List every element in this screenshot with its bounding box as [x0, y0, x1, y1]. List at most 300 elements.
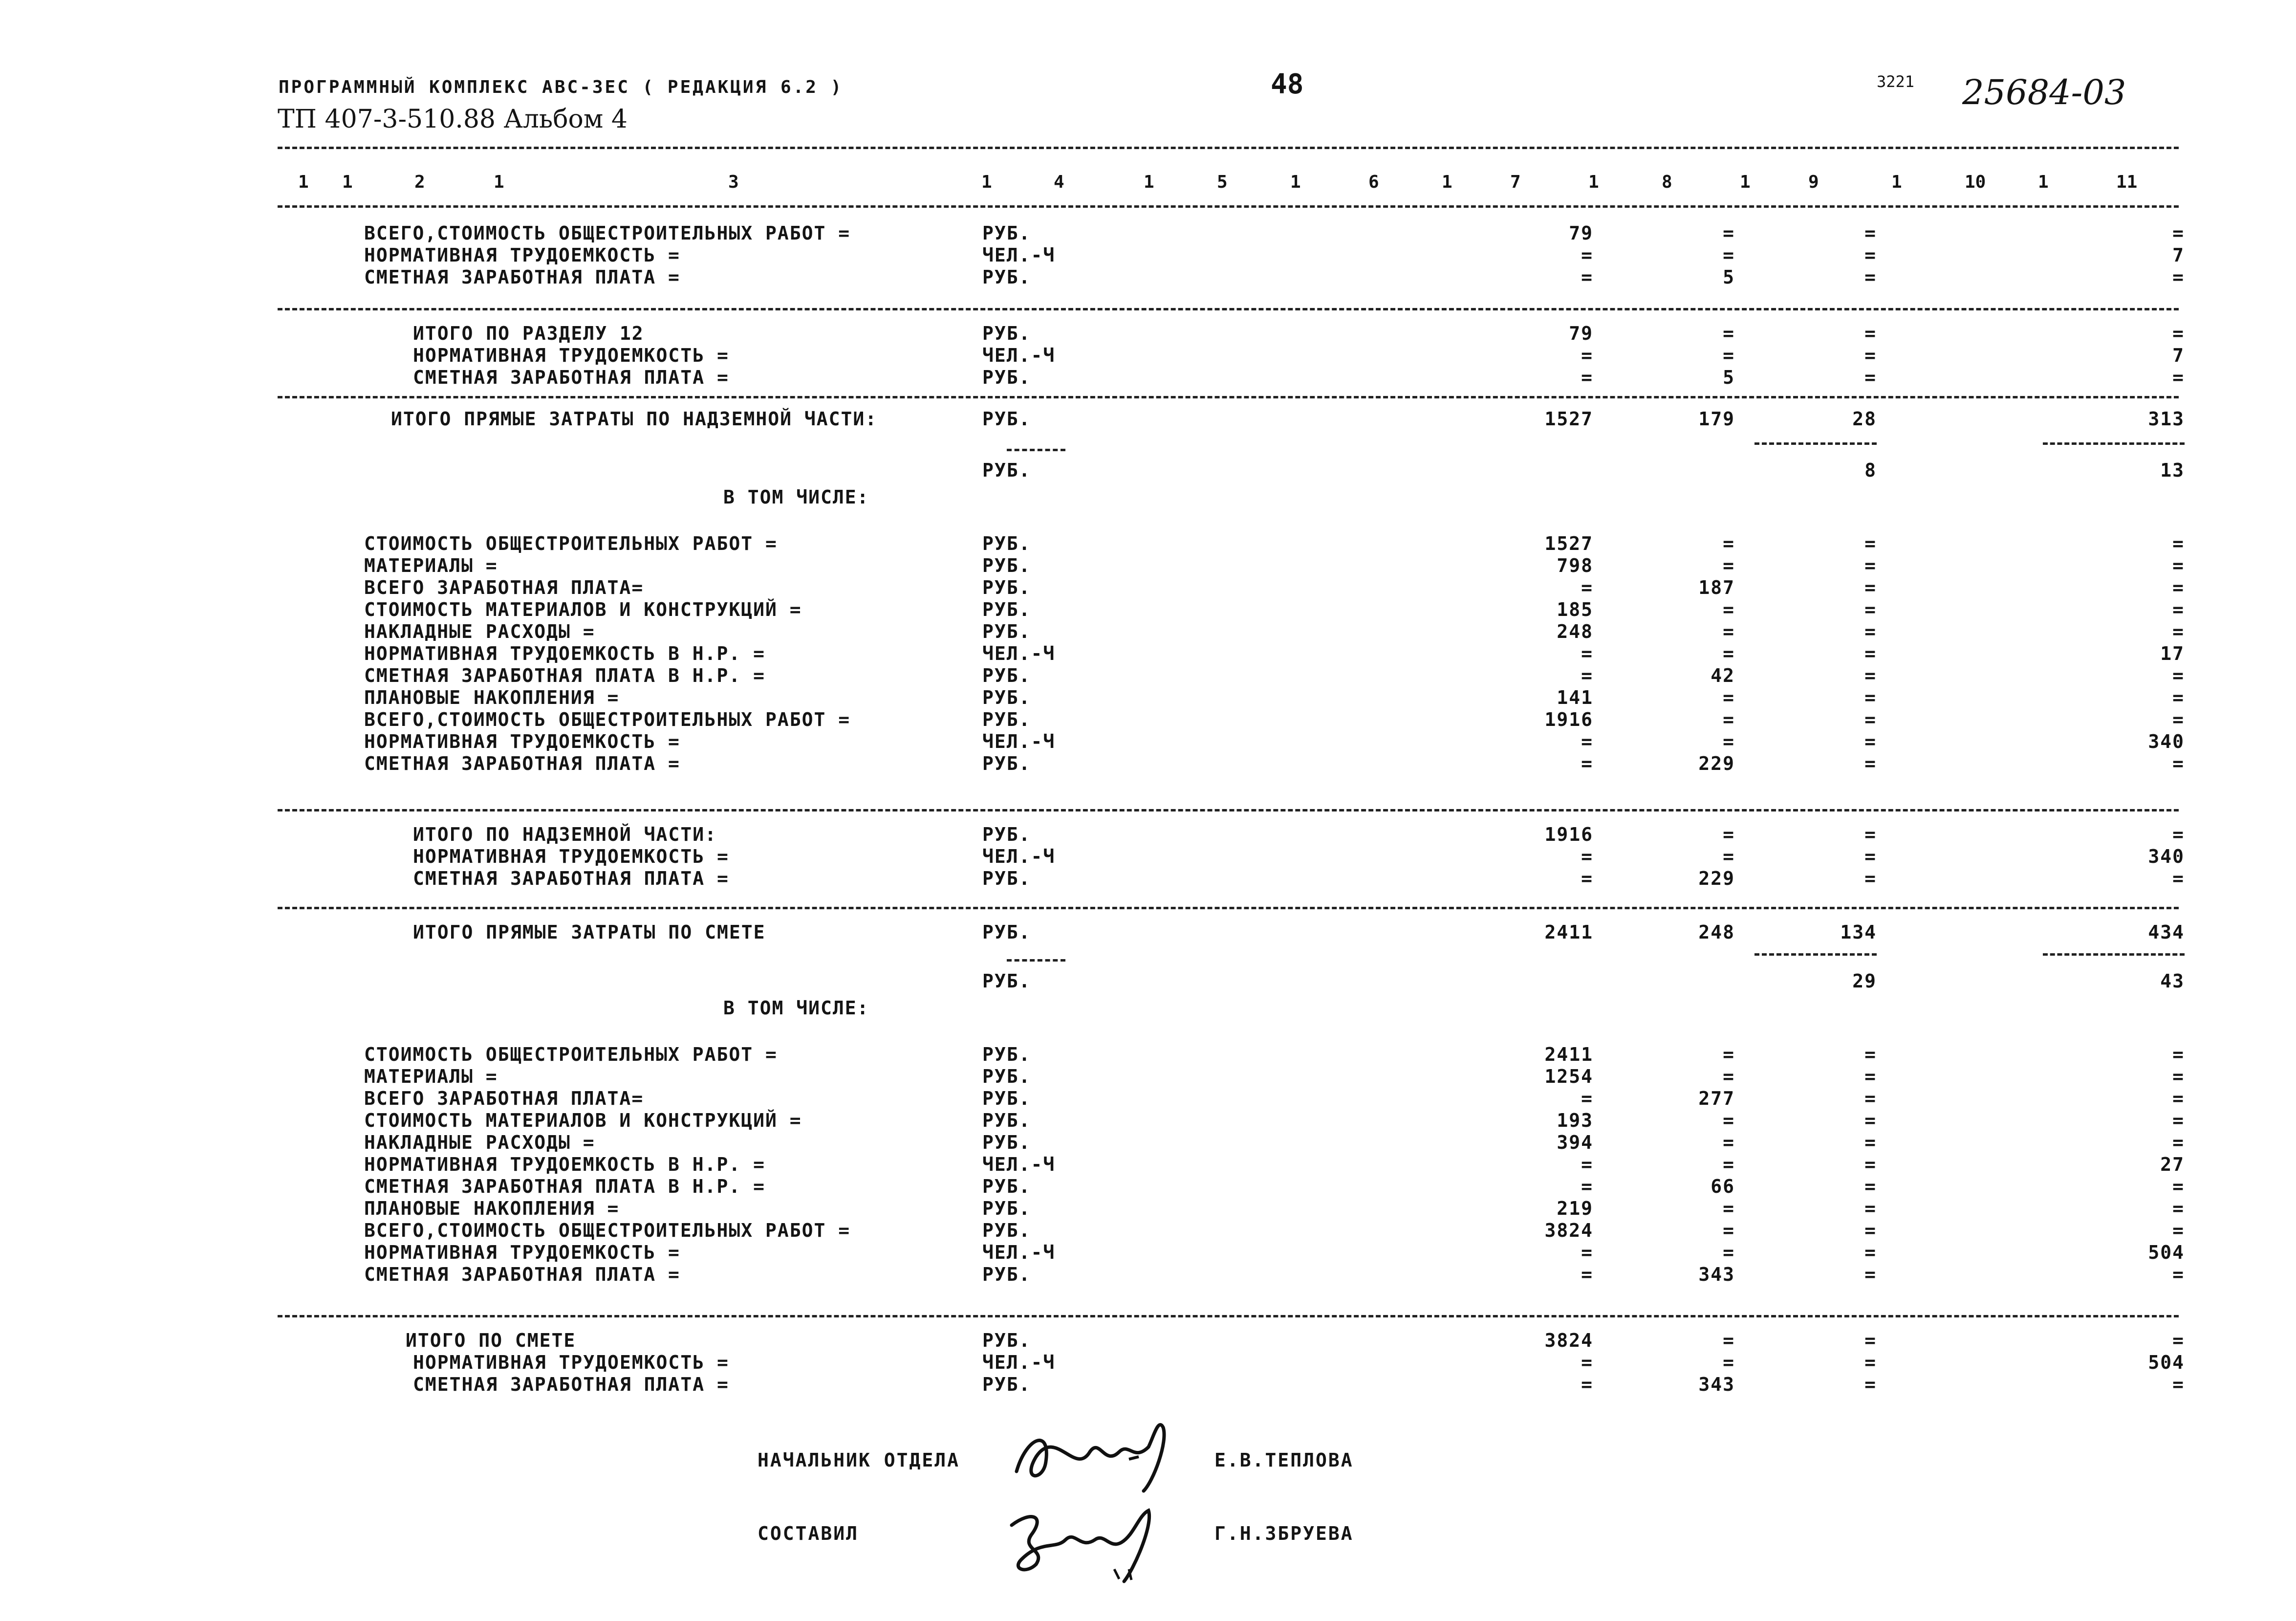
cell-col-8: =: [1723, 1110, 1735, 1131]
program-header: ПРОГРАММНЫЙ КОМПЛЕКС АВС-3ЕС ( РЕДАКЦИЯ 6.2 ): [279, 77, 844, 97]
section-rule: [278, 809, 2179, 811]
row-unit: РУБ.: [982, 753, 1031, 774]
cell-col-9: =: [1864, 1352, 1877, 1373]
cell-col-9: =: [1864, 1220, 1877, 1241]
row-label: СМЕТНАЯ ЗАРАБОТНАЯ ПЛАТА =: [413, 1374, 729, 1395]
table-row: [364, 643, 2185, 667]
table-row: [391, 460, 2185, 484]
cell-col-9: =: [1864, 266, 1877, 288]
cell-col-8: =: [1723, 345, 1735, 366]
cell-col-9: 28: [1852, 408, 1877, 430]
table-row: [413, 846, 2185, 870]
table-row: [364, 599, 2185, 623]
cell-col-8: =: [1723, 709, 1735, 730]
cell-col-9: =: [1864, 1132, 1877, 1153]
cell-col-8: =: [1723, 824, 1735, 845]
row-unit: РУБ.: [982, 970, 1031, 992]
cell-col-9: =: [1864, 824, 1877, 845]
cell-col-9: =: [1864, 1110, 1877, 1131]
row-label: ВСЕГО,СТОИМОСТЬ ОБЩЕСТРОИТЕЛЬНЫХ РАБОТ =: [364, 1220, 851, 1241]
head-signature: [1007, 1408, 1212, 1496]
cell-col-7: =: [1581, 753, 1593, 774]
cell-col-9: =: [1864, 709, 1877, 730]
table-row: [364, 621, 2185, 645]
cell-col-7: 1254: [1544, 1066, 1593, 1087]
row-label: МАТЕРИАЛЫ =: [364, 555, 498, 576]
row-unit: РУБ.: [982, 1264, 1031, 1285]
cell-col-8: =: [1723, 1352, 1735, 1373]
cell-col-11: =: [2172, 824, 2185, 845]
cell-col-8: =: [1723, 687, 1735, 708]
cell-col-11: =: [2172, 709, 2185, 730]
row-label: ИТОГО ПО РАЗДЕЛУ 12: [413, 323, 644, 344]
column-header: 8: [1662, 172, 1672, 192]
table-row: [364, 753, 2185, 777]
column-header: 1: [981, 172, 992, 192]
cell-col-8: 229: [1698, 868, 1735, 889]
cell-col-11: 17: [2160, 643, 2185, 664]
table-row: [364, 222, 2185, 247]
cell-col-8: =: [1723, 1330, 1735, 1351]
row-unit: ЧЕЛ.-Ч: [982, 244, 1056, 266]
row-label: НОРМАТИВНАЯ ТРУДОЕМКОСТЬ В Н.Р. =: [364, 643, 765, 664]
table-row: [413, 824, 2185, 848]
row-label: МАТЕРИАЛЫ =: [364, 1066, 498, 1087]
cell-col-11: =: [2172, 753, 2185, 774]
cell-col-11: 43: [2160, 970, 2185, 992]
column-header: 1: [298, 172, 309, 192]
cell-col-8: =: [1723, 846, 1735, 867]
inventory-number: 25684-03: [1962, 72, 2126, 112]
cell-col-7: =: [1581, 1088, 1593, 1109]
cell-col-11: 313: [2148, 408, 2185, 430]
cell-col-9: =: [1864, 345, 1877, 366]
row-unit: РУБ.: [982, 1176, 1031, 1197]
row-unit: ЧЕЛ.-Ч: [982, 731, 1056, 752]
cell-col-7: 394: [1557, 1132, 1593, 1153]
cell-col-8: =: [1723, 621, 1735, 642]
cell-col-8: 343: [1698, 1264, 1735, 1285]
row-unit: РУБ.: [982, 709, 1031, 730]
cell-col-11: =: [2172, 1088, 2185, 1109]
row-unit: РУБ.: [982, 687, 1031, 708]
cell-col-11: =: [2172, 621, 2185, 642]
cell-col-11: =: [2172, 1176, 2185, 1197]
cell-col-8: 277: [1698, 1088, 1735, 1109]
row-unit: РУБ.: [982, 1374, 1031, 1395]
cell-col-7: 193: [1557, 1110, 1593, 1131]
table-row: [364, 665, 2185, 689]
table-row: [0, 997, 1955, 1022]
table-row: [413, 345, 2185, 369]
cell-col-11: 340: [2148, 731, 2185, 752]
column-header: 7: [1510, 172, 1521, 192]
cell-col-8: =: [1723, 1132, 1735, 1153]
cell-col-9: =: [1864, 687, 1877, 708]
cell-col-7: 79: [1569, 323, 1593, 344]
subtotal-rule: [2043, 442, 2185, 445]
cell-col-9: =: [1864, 731, 1877, 752]
row-unit: РУБ.: [982, 665, 1031, 686]
column-header: 1: [1144, 172, 1154, 192]
cell-col-11: 434: [2148, 921, 2185, 943]
cell-col-8: =: [1723, 244, 1735, 266]
subtotal-rule: [2043, 953, 2185, 956]
section-rule: [278, 396, 2179, 398]
table-row: [364, 731, 2185, 755]
cell-col-9: 8: [1864, 460, 1877, 481]
column-header: 4: [1054, 172, 1064, 192]
row-label: ПЛАНОВЫЕ НАКОПЛЕНИЯ =: [364, 687, 620, 708]
table-row: [413, 921, 2185, 946]
cell-col-11: =: [2172, 1132, 2185, 1153]
cell-col-8: =: [1723, 1044, 1735, 1065]
table-row: [364, 709, 2185, 733]
table-row: [413, 1374, 2185, 1398]
cell-col-11: =: [2172, 323, 2185, 344]
cell-col-7: =: [1581, 1176, 1593, 1197]
table-row: [413, 323, 2185, 347]
cell-col-9: =: [1864, 1176, 1877, 1197]
row-label: СМЕТНАЯ ЗАРАБОТНАЯ ПЛАТА =: [413, 367, 729, 388]
cell-col-7: =: [1581, 1242, 1593, 1263]
cell-col-7: =: [1581, 1352, 1593, 1373]
row-unit: РУБ.: [982, 868, 1031, 889]
cell-col-7: =: [1581, 266, 1593, 288]
row-label: СТОИМОСТЬ ОБЩЕСТРОИТЕЛЬНЫХ РАБОТ =: [364, 1044, 778, 1065]
row-label: ВСЕГО,СТОИМОСТЬ ОБЩЕСТРОИТЕЛЬНЫХ РАБОТ =: [364, 222, 851, 244]
cell-col-7: 79: [1569, 222, 1593, 244]
table-row: [364, 1242, 2185, 1266]
table-row: [413, 367, 2185, 391]
cell-col-8: 5: [1723, 367, 1735, 388]
cell-col-7: =: [1581, 665, 1593, 686]
cell-col-8: 187: [1698, 577, 1735, 598]
row-unit: РУБ.: [982, 621, 1031, 642]
table-row: [364, 577, 2185, 601]
cell-col-7: 1916: [1544, 824, 1593, 845]
row-label: ИТОГО ПО СМЕТЕ: [406, 1330, 576, 1351]
cell-col-8: =: [1723, 323, 1735, 344]
cell-col-11: =: [2172, 665, 2185, 686]
cell-col-8: =: [1723, 1242, 1735, 1263]
cell-col-8: 179: [1698, 408, 1735, 430]
cell-col-8: 5: [1723, 266, 1735, 288]
column-header: 1: [1588, 172, 1599, 192]
table-row: [364, 1198, 2185, 1222]
column-header: 1: [494, 172, 504, 192]
row-unit: РУБ.: [982, 1220, 1031, 1241]
table-row: [413, 868, 2185, 892]
section-caption: В ТОМ ЧИСЛЕ:: [723, 997, 869, 1019]
table-row: [413, 970, 2185, 995]
column-header: 6: [1368, 172, 1379, 192]
row-label: ВСЕГО ЗАРАБОТНАЯ ПЛАТА=: [364, 1088, 644, 1109]
row-label: НОРМАТИВНАЯ ТРУДОЕМКОСТЬ =: [364, 244, 680, 266]
cell-col-11: 340: [2148, 846, 2185, 867]
column-header: 2: [414, 172, 425, 192]
table-row: [413, 1352, 2185, 1376]
cell-col-9: =: [1864, 1330, 1877, 1351]
cell-col-9: =: [1864, 868, 1877, 889]
row-unit: РУБ.: [982, 367, 1031, 388]
row-label: СТОИМОСТЬ МАТЕРИАЛОВ И КОНСТРУКЦИЙ =: [364, 599, 802, 620]
row-label: СМЕТНАЯ ЗАРАБОТНАЯ ПЛАТА В Н.Р. =: [364, 665, 765, 686]
section-rule: [278, 308, 2179, 310]
cell-col-9: =: [1864, 555, 1877, 576]
compiler-title: СОСТАВИЛ: [758, 1523, 859, 1544]
cell-col-9: =: [1864, 665, 1877, 686]
row-unit: РУБ.: [982, 1066, 1031, 1087]
row-unit: РУБ.: [982, 824, 1031, 845]
cell-col-9: =: [1864, 846, 1877, 867]
cell-col-7: 185: [1557, 599, 1593, 620]
cell-col-9: =: [1864, 1264, 1877, 1285]
table-row: [364, 1088, 2185, 1112]
column-header: 3: [728, 172, 739, 192]
row-unit: РУБ.: [982, 222, 1031, 244]
cell-col-7: 3824: [1544, 1220, 1593, 1241]
row-label: НОРМАТИВНАЯ ТРУДОЕМКОСТЬ =: [413, 846, 729, 867]
row-label: НОРМАТИВНАЯ ТРУДОЕМКОСТЬ =: [364, 731, 680, 752]
cell-col-7: =: [1581, 731, 1593, 752]
row-label: ИТОГО ПРЯМЫЕ ЗАТРАТЫ ПО НАДЗЕМНОЙ ЧАСТИ:: [391, 408, 878, 430]
cell-col-11: =: [2172, 1330, 2185, 1351]
cell-col-9: =: [1864, 1066, 1877, 1087]
table-row: [364, 533, 2185, 557]
cell-col-7: 1527: [1544, 533, 1593, 554]
row-unit: РУБ.: [982, 533, 1031, 554]
subtotal-rule: [1007, 959, 1065, 962]
cell-col-8: 229: [1698, 753, 1735, 774]
cell-col-11: =: [2172, 1220, 2185, 1241]
row-label: НОРМАТИВНАЯ ТРУДОЕМКОСТЬ =: [413, 345, 729, 366]
row-unit: ЧЕЛ.-Ч: [982, 643, 1056, 664]
cell-col-7: 2411: [1544, 921, 1593, 943]
section-rule: [278, 907, 2179, 909]
subtotal-rule: [1007, 449, 1065, 451]
row-label: ИТОГО ПО НАДЗЕМНОЙ ЧАСТИ:: [413, 824, 717, 845]
cell-col-11: =: [2172, 687, 2185, 708]
row-unit: РУБ.: [982, 1330, 1031, 1351]
cell-col-7: =: [1581, 846, 1593, 867]
row-label: ПЛАНОВЫЕ НАКОПЛЕНИЯ =: [364, 1198, 620, 1219]
table-row: [391, 408, 2185, 433]
cell-col-7: 219: [1557, 1198, 1593, 1219]
table-row: [406, 1330, 2185, 1354]
album-title: ТП 407-3-510.88 Альбом 4: [278, 105, 628, 134]
row-label: НОРМАТИВНАЯ ТРУДОЕМКОСТЬ =: [413, 1352, 729, 1373]
cell-col-7: =: [1581, 577, 1593, 598]
section-caption: В ТОМ ЧИСЛЕ:: [723, 486, 869, 508]
cell-col-8: =: [1723, 555, 1735, 576]
table-row: [364, 1110, 2185, 1134]
row-label: СТОИМОСТЬ ОБЩЕСТРОИТЕЛЬНЫХ РАБОТ =: [364, 533, 778, 554]
cell-col-9: =: [1864, 577, 1877, 598]
cell-col-7: =: [1581, 345, 1593, 366]
row-label: СМЕТНАЯ ЗАРАБОТНАЯ ПЛАТА В Н.Р. =: [364, 1176, 765, 1197]
page-number: 48: [1271, 68, 1304, 100]
column-header: 1: [2038, 172, 2049, 192]
cell-col-11: =: [2172, 367, 2185, 388]
cell-col-11: =: [2172, 1264, 2185, 1285]
cell-col-8: 343: [1698, 1374, 1735, 1395]
table-row: [0, 486, 1955, 511]
table-row: [364, 1220, 2185, 1244]
table-row: [364, 1066, 2185, 1090]
table-row: [364, 1264, 2185, 1288]
cell-col-9: =: [1864, 1154, 1877, 1175]
cell-col-11: 7: [2172, 345, 2185, 366]
cell-col-11: 504: [2148, 1242, 2185, 1263]
cell-col-9: =: [1864, 621, 1877, 642]
row-label: ИТОГО ПРЯМЫЕ ЗАТРАТЫ ПО СМЕТЕ: [413, 921, 766, 943]
row-unit: ЧЕЛ.-Ч: [982, 1242, 1056, 1263]
cell-col-7: 1916: [1544, 709, 1593, 730]
column-header: 11: [2116, 172, 2138, 192]
row-unit: РУБ.: [982, 599, 1031, 620]
cell-col-7: =: [1581, 643, 1593, 664]
cell-col-9: =: [1864, 222, 1877, 244]
cell-col-8: =: [1723, 731, 1735, 752]
row-label: НОРМАТИВНАЯ ТРУДОЕМКОСТЬ В Н.Р. =: [364, 1154, 765, 1175]
cell-col-9: =: [1864, 599, 1877, 620]
table-row: [364, 687, 2185, 711]
row-label: СМЕТНАЯ ЗАРАБОТНАЯ ПЛАТА =: [413, 868, 729, 889]
cell-col-9: 134: [1840, 921, 1877, 943]
cell-col-9: =: [1864, 367, 1877, 388]
cell-col-11: =: [2172, 533, 2185, 554]
cell-col-9: =: [1864, 1198, 1877, 1219]
head-name: Е.В.ТЕПЛОВА: [1214, 1449, 1354, 1471]
cell-col-8: =: [1723, 643, 1735, 664]
compiler-name: Г.Н.ЗБРУЕВА: [1214, 1523, 1354, 1544]
table-top-rule: [278, 147, 2179, 149]
cell-col-8: 248: [1698, 921, 1735, 943]
table-row: [364, 1154, 2185, 1178]
head-title: НАЧАЛЬНИК ОТДЕЛА: [758, 1449, 960, 1471]
cell-col-7: 2411: [1544, 1044, 1593, 1065]
cell-col-7: =: [1581, 868, 1593, 889]
row-unit: ЧЕЛ.-Ч: [982, 846, 1056, 867]
row-label: СМЕТНАЯ ЗАРАБОТНАЯ ПЛАТА =: [364, 1264, 680, 1285]
table-row: [364, 1132, 2185, 1156]
cell-col-7: 798: [1557, 555, 1593, 576]
column-header: 1: [342, 172, 353, 192]
row-label: НАКЛАДНЫЕ РАСХОДЫ =: [364, 621, 595, 642]
header-bottom-rule: [278, 205, 2179, 208]
section-rule: [278, 1315, 2179, 1317]
cell-col-7: 248: [1557, 621, 1593, 642]
cell-col-11: =: [2172, 1044, 2185, 1065]
column-header: 9: [1808, 172, 1819, 192]
cell-col-7: =: [1581, 367, 1593, 388]
row-unit: РУБ.: [982, 1198, 1031, 1219]
cell-col-7: =: [1581, 244, 1593, 266]
cell-col-7: =: [1581, 1154, 1593, 1175]
cell-col-11: =: [2172, 868, 2185, 889]
cell-col-11: =: [2172, 555, 2185, 576]
cell-col-8: 66: [1711, 1176, 1735, 1197]
cell-col-9: =: [1864, 1374, 1877, 1395]
row-label: ВСЕГО ЗАРАБОТНАЯ ПЛАТА=: [364, 577, 644, 598]
cell-col-7: 3824: [1544, 1330, 1593, 1351]
cell-col-8: =: [1723, 1066, 1735, 1087]
cell-col-9: =: [1864, 244, 1877, 266]
table-row: [364, 1176, 2185, 1200]
cell-col-7: =: [1581, 1264, 1593, 1285]
row-unit: ЧЕЛ.-Ч: [982, 1352, 1056, 1373]
row-unit: РУБ.: [982, 921, 1031, 943]
column-header: 1: [1290, 172, 1301, 192]
column-header: 1: [1891, 172, 1902, 192]
row-unit: РУБ.: [982, 1044, 1031, 1065]
cell-col-9: =: [1864, 1242, 1877, 1263]
cell-col-9: =: [1864, 533, 1877, 554]
column-header: 1: [1442, 172, 1452, 192]
row-unit: РУБ.: [982, 323, 1031, 344]
row-label: НОРМАТИВНАЯ ТРУДОЕМКОСТЬ =: [364, 1242, 680, 1263]
cell-col-8: =: [1723, 1198, 1735, 1219]
row-unit: РУБ.: [982, 460, 1031, 481]
cell-col-11: =: [2172, 599, 2185, 620]
row-unit: РУБ.: [982, 408, 1031, 430]
cell-col-9: =: [1864, 1088, 1877, 1109]
table-row: [364, 555, 2185, 579]
cell-col-11: =: [2172, 1374, 2185, 1395]
cell-col-8: =: [1723, 599, 1735, 620]
subtotal-rule: [1754, 442, 1877, 445]
cell-col-11: =: [2172, 577, 2185, 598]
row-label: СТОИМОСТЬ МАТЕРИАЛОВ И КОНСТРУКЦИЙ =: [364, 1110, 802, 1131]
row-label: НАКЛАДНЫЕ РАСХОДЫ =: [364, 1132, 595, 1153]
cell-col-8: =: [1723, 533, 1735, 554]
subtotal-rule: [1754, 953, 1877, 956]
cell-col-11: 27: [2160, 1154, 2185, 1175]
cell-col-11: 7: [2172, 244, 2185, 266]
row-unit: ЧЕЛ.-Ч: [982, 345, 1056, 366]
cell-col-9: 29: [1852, 970, 1877, 992]
row-unit: РУБ.: [982, 266, 1031, 288]
row-unit: РУБ.: [982, 1088, 1031, 1109]
cell-col-7: =: [1581, 1374, 1593, 1395]
cell-col-7: 141: [1557, 687, 1593, 708]
cell-col-8: =: [1723, 1220, 1735, 1241]
cell-col-11: 504: [2148, 1352, 2185, 1373]
cell-col-9: =: [1864, 1044, 1877, 1065]
column-header: 10: [1965, 172, 1986, 192]
cell-col-8: =: [1723, 1154, 1735, 1175]
row-unit: РУБ.: [982, 555, 1031, 576]
table-row: [364, 266, 2185, 291]
cell-col-8: 42: [1711, 665, 1735, 686]
table-row: [364, 1044, 2185, 1068]
row-label: ВСЕГО,СТОИМОСТЬ ОБЩЕСТРОИТЕЛЬНЫХ РАБОТ =: [364, 709, 851, 730]
cell-col-9: =: [1864, 753, 1877, 774]
row-label: СМЕТНАЯ ЗАРАБОТНАЯ ПЛАТА =: [364, 753, 680, 774]
row-unit: РУБ.: [982, 1110, 1031, 1131]
table-row: [364, 244, 2185, 269]
column-header: 5: [1217, 172, 1228, 192]
row-unit: РУБ.: [982, 1132, 1031, 1153]
cell-col-9: =: [1864, 323, 1877, 344]
doc-code: 3221: [1877, 72, 1915, 91]
cell-col-11: =: [2172, 266, 2185, 288]
cell-col-11: =: [2172, 1110, 2185, 1131]
row-unit: РУБ.: [982, 577, 1031, 598]
cell-col-7: 1527: [1544, 408, 1593, 430]
column-header: 1: [1740, 172, 1751, 192]
